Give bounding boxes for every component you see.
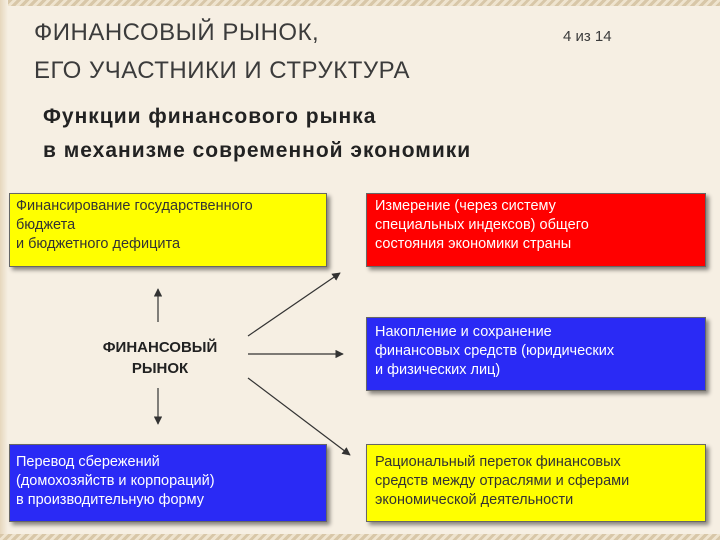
box-text-line: Рациональный переток финансовых xyxy=(375,454,621,470)
box-text-line: бюджета xyxy=(16,217,76,233)
slide-subtitle-line-1: Функции финансового рынка xyxy=(43,105,377,128)
box-text-line: финансовых средств (юридических xyxy=(375,343,615,359)
financial-market-line-2: РЫНОК xyxy=(131,360,189,377)
financial-market-label xyxy=(70,337,250,379)
box-text-line: Финансирование государственного xyxy=(16,198,253,214)
box-text-line: состояния экономики страны xyxy=(375,236,572,252)
box-text-line: и физических лиц) xyxy=(375,362,501,378)
box-text-line: (домохозяйств и корпораций) xyxy=(16,473,215,489)
box-text-line: специальных индексов) общего xyxy=(375,217,589,233)
arrow-to-top-right xyxy=(248,273,340,336)
function-box-savings-transfer xyxy=(9,444,327,522)
slide-title-line-2: ЕГО УЧАСТНИКИ И СТРУКТУРА xyxy=(34,57,411,84)
slide-number: 4 из 14 xyxy=(563,28,612,45)
box-text-line: и бюджетного дефицита xyxy=(16,236,181,252)
box-text-line: средств между отраслями и сферами xyxy=(375,473,630,489)
box-text-line: Измерение (через систему xyxy=(375,198,556,214)
slide-subtitle-line-2: в механизме современной экономики xyxy=(43,139,472,162)
function-box-economy-measurement xyxy=(366,193,706,267)
function-box-accumulation xyxy=(366,317,706,391)
slide-title-line-1: ФИНАНСОВЫЙ РЫНОК, xyxy=(34,19,320,46)
box-text-line: Перевод сбережений xyxy=(16,454,160,470)
box-text-line: экономической деятельности xyxy=(375,492,574,508)
box-text-line: в производительную форму xyxy=(16,492,204,508)
function-box-budget-financing xyxy=(9,193,327,267)
financial-market-line-1: ФИНАНСОВЫЙ xyxy=(102,339,218,356)
box-text-line: Накопление и сохранение xyxy=(375,324,552,340)
function-box-funds-flow xyxy=(366,444,706,522)
